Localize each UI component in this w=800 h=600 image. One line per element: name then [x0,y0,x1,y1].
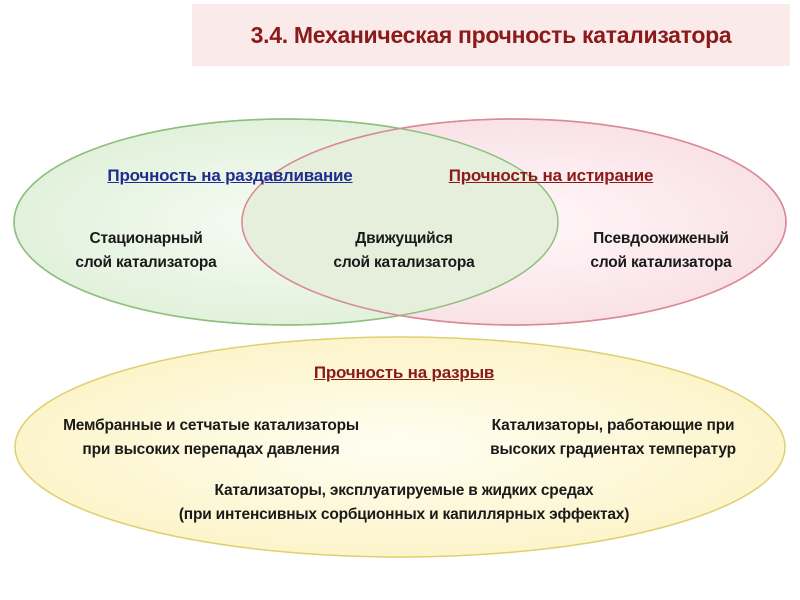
tensile-strength-heading: Прочность на разрыв [313,363,495,382]
membrane-catalysts-label [63,414,359,462]
fluidized-bed-label [590,227,731,275]
temperature-gradient-line2: высоких градиентах температур [490,441,736,458]
crush-strength-heading: Прочность на раздавливание [107,166,353,185]
fluidized-bed-line2: слой катализатора [590,254,732,271]
moving-bed-line2: слой катализатора [333,254,475,271]
moving-bed-line1: Движущийся [355,230,453,247]
stationary-bed-label [75,227,216,275]
liquid-media-line2: (при интенсивных сорбционных и капиллярных эффектах) [178,506,630,523]
membrane-catalysts-line1: Мембранные и сетчатые катализаторы [63,417,359,434]
stationary-bed-line1: Стационарный [89,230,203,247]
temperature-gradient-line1: Катализаторы, работающие при [491,417,735,434]
page-title: 3.4. Механическая прочность катализатора [250,21,732,48]
stationary-bed-line2: слой катализатора [75,254,217,271]
liquid-media-catalysts-label [179,479,629,527]
abrasion-strength-heading: Прочность на истирание [448,166,654,185]
fluidized-bed-line1: Псевдоожиженый [593,230,729,247]
temperature-gradient-catalysts-label [490,414,736,462]
moving-bed-label [333,227,474,275]
liquid-media-line1: Катализаторы, эксплуатируемые в жидких средах [214,482,594,499]
membrane-catalysts-line2: при высоких перепадах давления [82,441,340,458]
